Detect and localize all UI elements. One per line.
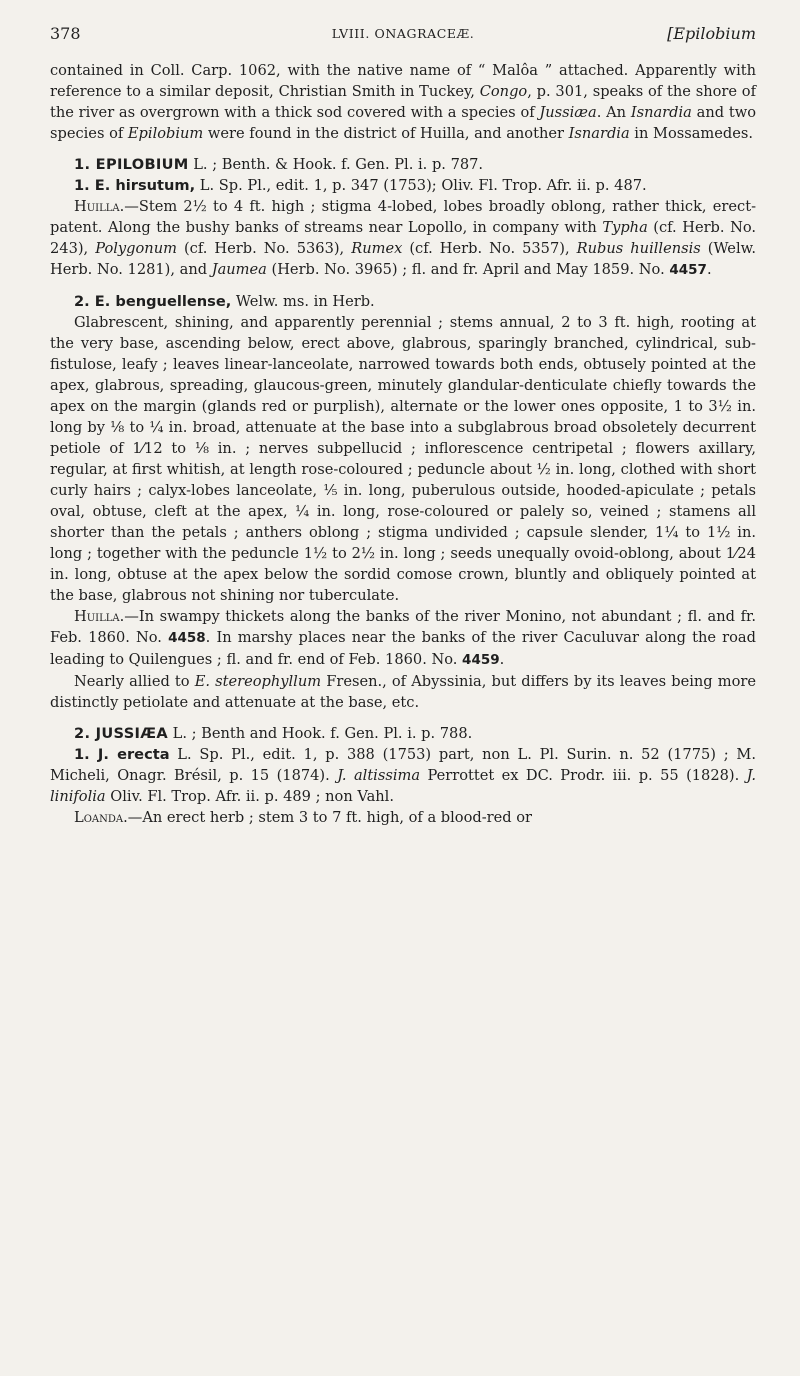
text-run: and two species of — [50, 104, 756, 142]
genus-name: 2. JUSSIÆA — [74, 725, 168, 742]
genus-heading-jussiaea — [50, 723, 756, 744]
text-run: in Mossamedes. — [629, 125, 754, 142]
species-citation: L. Sp. Pl., edit. 1, p. 347 (1753); Oliv. Fl. Trop. Afr. ii. p. 487. — [195, 177, 647, 194]
taxon-name: Epilobium — [127, 125, 204, 142]
text-run: were found in the district of Huilla, and another — [203, 125, 569, 142]
taxon-name: Isnardia — [568, 125, 630, 142]
page-number: 378 — [50, 24, 81, 43]
genus-citation: L. ; Benth and Hook. f. Gen. Pl. i. p. 788. — [167, 725, 473, 742]
taxon-name: Congo — [479, 83, 528, 100]
text-run: Perrottet ex DC. Prodr. iii. p. 55 (1828). — [420, 767, 747, 784]
text-run: .—In swampy thickets along the banks of the river Monino, not abundant ; fl. and fr. Feb. 1860. No. — [50, 608, 756, 646]
locality-paragraph-hirsutum — [50, 196, 756, 281]
text-run: (cf. Herb. No. 243), — [50, 219, 757, 257]
text-run: Nearly allied to — [74, 673, 195, 690]
species-name: 1. J. erecta — [74, 746, 170, 763]
taxon-name: Rubus huillensis — [576, 240, 701, 257]
text-run: (cf. Herb. No. 5357), — [402, 240, 577, 257]
body-text — [50, 60, 756, 828]
herbarium-number: 4458 — [168, 630, 206, 646]
taxon-name: Jussiæa — [539, 104, 597, 121]
species-name: 1. E. hirsutum, — [74, 177, 196, 194]
text-run: (cf. Herb. No. 5363), — [176, 240, 352, 257]
species-heading-benguellense — [50, 291, 756, 312]
text-run: . — [706, 261, 712, 278]
note-paragraph-benguellense — [50, 671, 756, 713]
species-citation: Welw. ms. in Herb. — [231, 293, 375, 310]
species-name: 2. E. benguellense, — [74, 293, 232, 310]
text-run: . An — [596, 104, 631, 121]
herbarium-number: 4457 — [669, 262, 707, 278]
text-run: . In marshy places near the banks of the river Caculuvar along the road leading to Quilengues ; fl. and fr. end of Feb. 1860. No. — [50, 629, 756, 668]
text-run: (Herb. No. 3965) ; fl. and fr. April and May 1859. No. — [266, 261, 670, 278]
locality-name: Huilla — [74, 198, 120, 215]
taxon-name: Isnardia — [630, 104, 692, 121]
text-run: , p. 301, speaks of the shore of the river as overgrown with a thick sod covered with a species of — [50, 83, 756, 121]
locality-name: Huilla — [74, 608, 120, 625]
species-heading-hirsutum — [50, 175, 756, 196]
locality-paragraph-benguellense — [50, 606, 756, 671]
locality-name: Loanda — [74, 809, 124, 826]
text-run: Fresen., of Abyssinia, but differs by its leaves being more distinctly petiolate and attenuate at the base, etc. — [50, 673, 756, 711]
synonym-name: J. linifolia — [50, 767, 756, 805]
text-run: . — [499, 651, 505, 668]
text-run: contained in Coll. Carp. 1062, with the native name of “ Malôa ” attached. Apparently with reference to a similar deposit, Christian Smith in Tuckey, — [50, 62, 756, 100]
description-paragraph-benguellense: Glabrescent, shining, and apparently perennial ; stems annual, 2 to 3 ft. high, rooting at the very base, ascending below, erect above, glabrous, sparingly branched, cylindrical, sub-fistulose, leafy ; leaves linear-lanceolate, narrowed towards both ends, obtusely pointed at the apex, glabrous, spreading, glaucous-green, minutely glandular-denticulate chiefly towards the apex on the margin (glands red or purplish), alternate or the lower ones opposite, 1 to 3½ in. long by ⅛ to ¼ in. broad, attenuate at the base into a subglabrous broad obsoletely decurrent petiole of 1⁄12 to ⅛ in. ; nerves subpellucid ; inflorescence centripetal ; flowers axillary, regular, at first whitish, at length rose-coloured ; peduncle about ½ in. long, clothed with short curly hairs ; calyx-lobes lanceolate, ⅕ in. long, puberulous outside, hooded-apiculate ; petals oval, obtuse, cleft at the apex, ¼ in. long, rose-coloured or palely so, veined ; stamens all shorter than the petals ; anthers oblong ; stigma undivided ; capsule slender, 1¼ to 1½ in. long ; together with the peduncle 1½ to 2½ in. long ; seeds unequally ovoid-oblong, about 1⁄24 in. long, obtuse at the apex below the sordid comose crown, bluntly and obliquely pointed at the base, glabrous not shining nor tuberculate. — [50, 314, 756, 604]
intro-paragraph — [50, 60, 756, 144]
text-run: (Welw. Herb. No. 1281), and — [50, 240, 757, 278]
text-run: .—Stem 2½ to 4 ft. high ; stigma 4-lobed, lobes broadly oblong, rather thick, erect-patent. Along the bushy banks of streams near Lopollo, in company with — [50, 198, 756, 236]
genus-heading-epilobium — [50, 154, 756, 175]
taxon-name: E. stereophyllum — [194, 673, 322, 690]
synonym-name: J. altissima — [337, 767, 421, 784]
running-head: LVIII. ONAGRACEÆ. — [331, 26, 475, 41]
herbarium-number: 4459 — [462, 652, 500, 668]
text-run: .—An erect herb ; stem 3 to 7 ft. high, of a blood-red or — [123, 809, 533, 826]
taxon-name: Jaumea — [211, 261, 267, 278]
taxon-name: Polygonum — [95, 240, 177, 257]
taxon-name: Typha — [602, 219, 648, 236]
genus-citation: L. ; Benth. & Hook. f. Gen. Pl. i. p. 787. — [188, 156, 484, 173]
genus-name: 1. EPILOBIUM — [74, 156, 189, 173]
species-citation: L. Sp. Pl., edit. 1, p. 388 (1753) part, non L. Pl. Surin. n. 52 (1775) ; M. Micheli, Onagr. Brésil, p. 15 (1874). — [50, 746, 756, 784]
text-run: Oliv. Fl. Trop. Afr. ii. p. 489 ; non Vahl. — [105, 788, 394, 805]
species-heading-erecta — [50, 744, 756, 807]
running-genus: [Epilobium — [667, 24, 756, 43]
locality-paragraph-erecta — [50, 807, 756, 828]
taxon-name: Rumex — [351, 240, 403, 257]
page-header — [50, 24, 756, 60]
